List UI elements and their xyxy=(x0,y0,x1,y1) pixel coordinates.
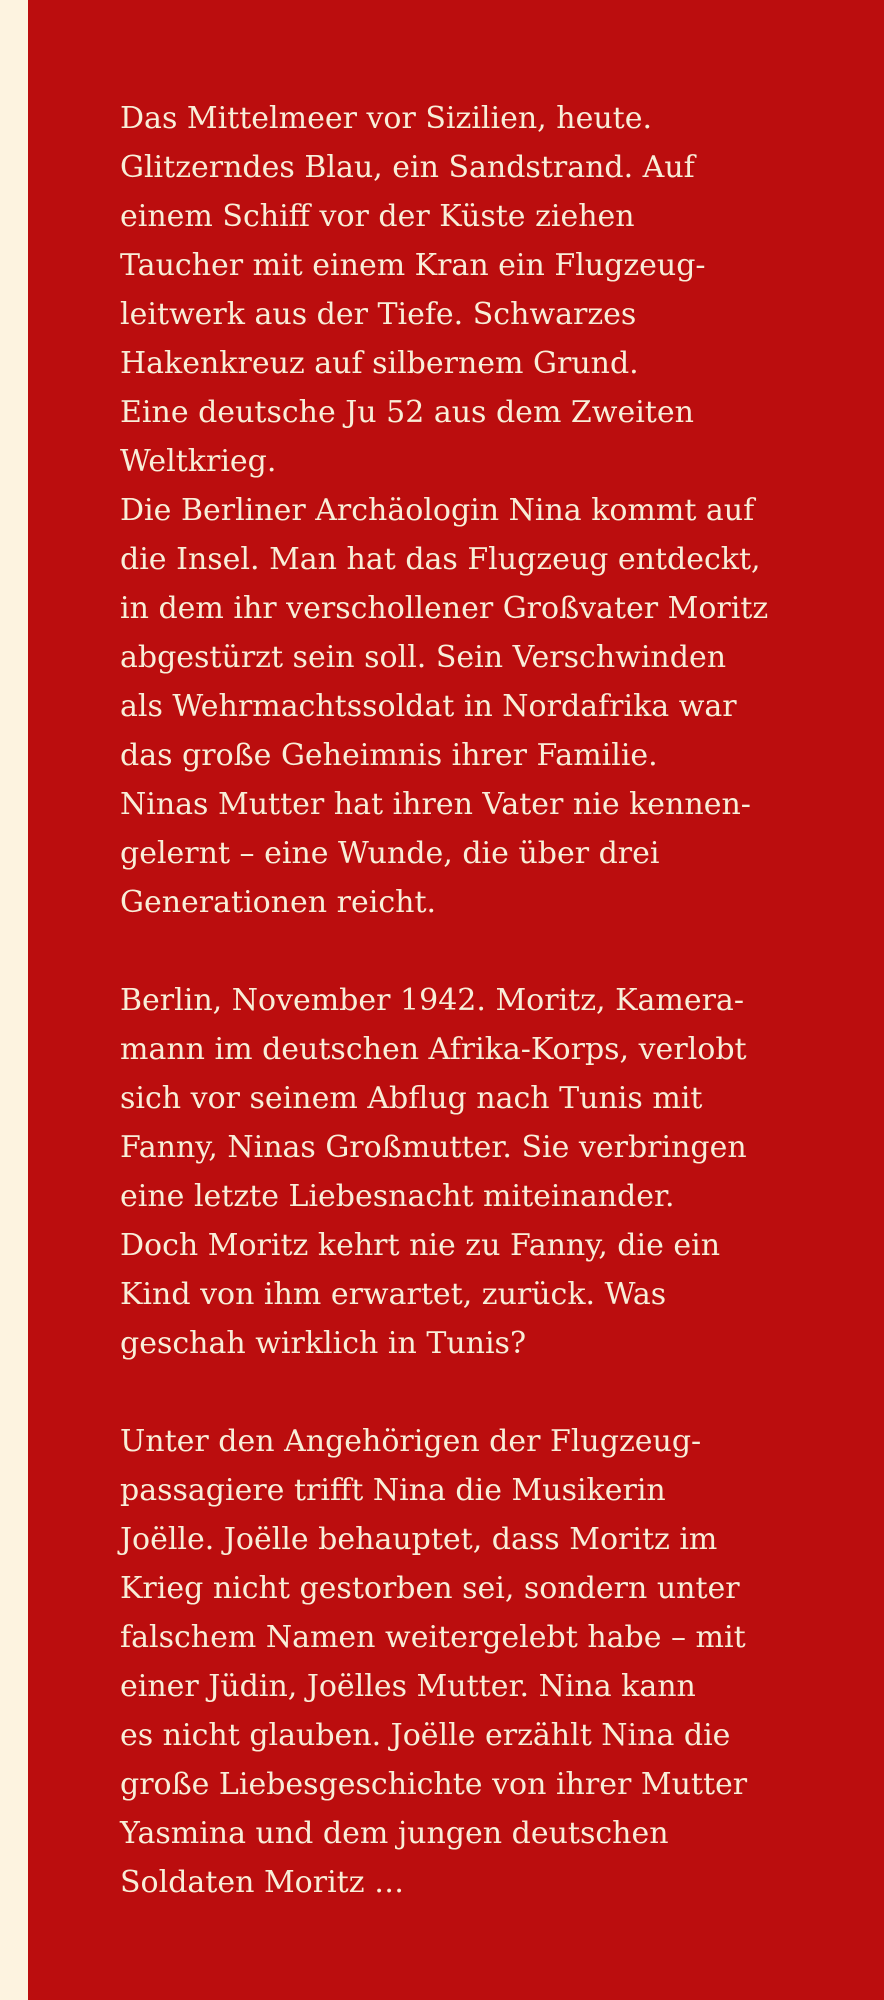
text-line: Soldaten Moritz … xyxy=(120,1865,405,1900)
paragraph-spacer xyxy=(120,1368,860,1417)
text-line: geschah wirklich in Tunis? xyxy=(120,1326,527,1361)
text-line: in dem ihr verschollener Großvater Moritz xyxy=(120,591,769,626)
text-line: Generationen reicht. xyxy=(120,885,437,920)
text-line: das große Geheimnis ihrer Familie. xyxy=(120,738,658,773)
text-line: Glitzerndes Blau, ein Sandstrand. Auf xyxy=(120,150,695,185)
text-line: Unter den Angehörigen der Flugzeug- xyxy=(120,1424,702,1459)
text-line: Joëlle. Joëlle behauptet, dass Moritz im xyxy=(120,1522,718,1557)
text-line: einem Schiff vor der Küste ziehen xyxy=(120,199,635,234)
text-line: Berlin, November 1942. Moritz, Kamera- xyxy=(120,983,744,1018)
text-line: Taucher mit einem Kran ein Flugzeug- xyxy=(120,248,706,283)
text-line: mann im deutschen Afrika-Korps, verlobt xyxy=(120,1032,747,1067)
text-line: Eine deutsche Ju 52 aus dem Zweiten xyxy=(120,395,694,430)
text-line: Krieg nicht gestorben sei, sondern unter xyxy=(120,1571,740,1606)
text-line: Die Berliner Archäologin Nina kommt auf xyxy=(120,493,755,528)
text-line: gelernt – eine Wunde, die über drei xyxy=(120,836,660,871)
text-line: Weltkrieg. xyxy=(120,444,277,479)
book-back-cover xyxy=(28,0,884,2000)
text-line: Ninas Mutter hat ihren Vater nie kennen- xyxy=(120,787,751,822)
paragraph-1 xyxy=(120,94,860,927)
text-line: eine letzte Liebesnacht miteinander. xyxy=(120,1179,675,1214)
text-line: Das Mittelmeer vor Sizilien, heute. xyxy=(120,101,652,136)
text-line: es nicht glauben. Joëlle erzählt Nina die xyxy=(120,1718,731,1753)
text-line: einer Jüdin, Joëlles Mutter. Nina kann xyxy=(120,1669,696,1704)
paragraph-3 xyxy=(120,1417,860,1907)
paragraph-2 xyxy=(120,976,860,1368)
text-line: sich vor seinem Abflug nach Tunis mit xyxy=(120,1081,703,1116)
paragraph-spacer xyxy=(120,927,860,976)
text-line: Hakenkreuz auf silbernem Grund. xyxy=(120,346,639,381)
text-line: Kind von ihm erwartet, zurück. Was xyxy=(120,1277,667,1312)
blurb-text xyxy=(120,94,860,1907)
text-line: große Liebesgeschichte von ihrer Mutter xyxy=(120,1767,748,1802)
text-line: falschem Namen weitergelebt habe – mit xyxy=(120,1620,746,1655)
text-line: als Wehrmachtssoldat in Nordafrika war xyxy=(120,689,737,724)
text-line: Yasmina und dem jungen deutschen xyxy=(120,1816,669,1851)
text-line: abgestürzt sein soll. Sein Verschwinden xyxy=(120,640,727,675)
text-line: passagiere trifft Nina die Musikerin xyxy=(120,1473,666,1508)
text-line: Fanny, Ninas Großmutter. Sie verbringen xyxy=(120,1130,747,1165)
text-line: die Insel. Man hat das Flugzeug entdeckt, xyxy=(120,542,761,577)
text-line: leitwerk aus der Tiefe. Schwarzes xyxy=(120,297,637,332)
text-line: Doch Moritz kehrt nie zu Fanny, die ein xyxy=(120,1228,721,1263)
